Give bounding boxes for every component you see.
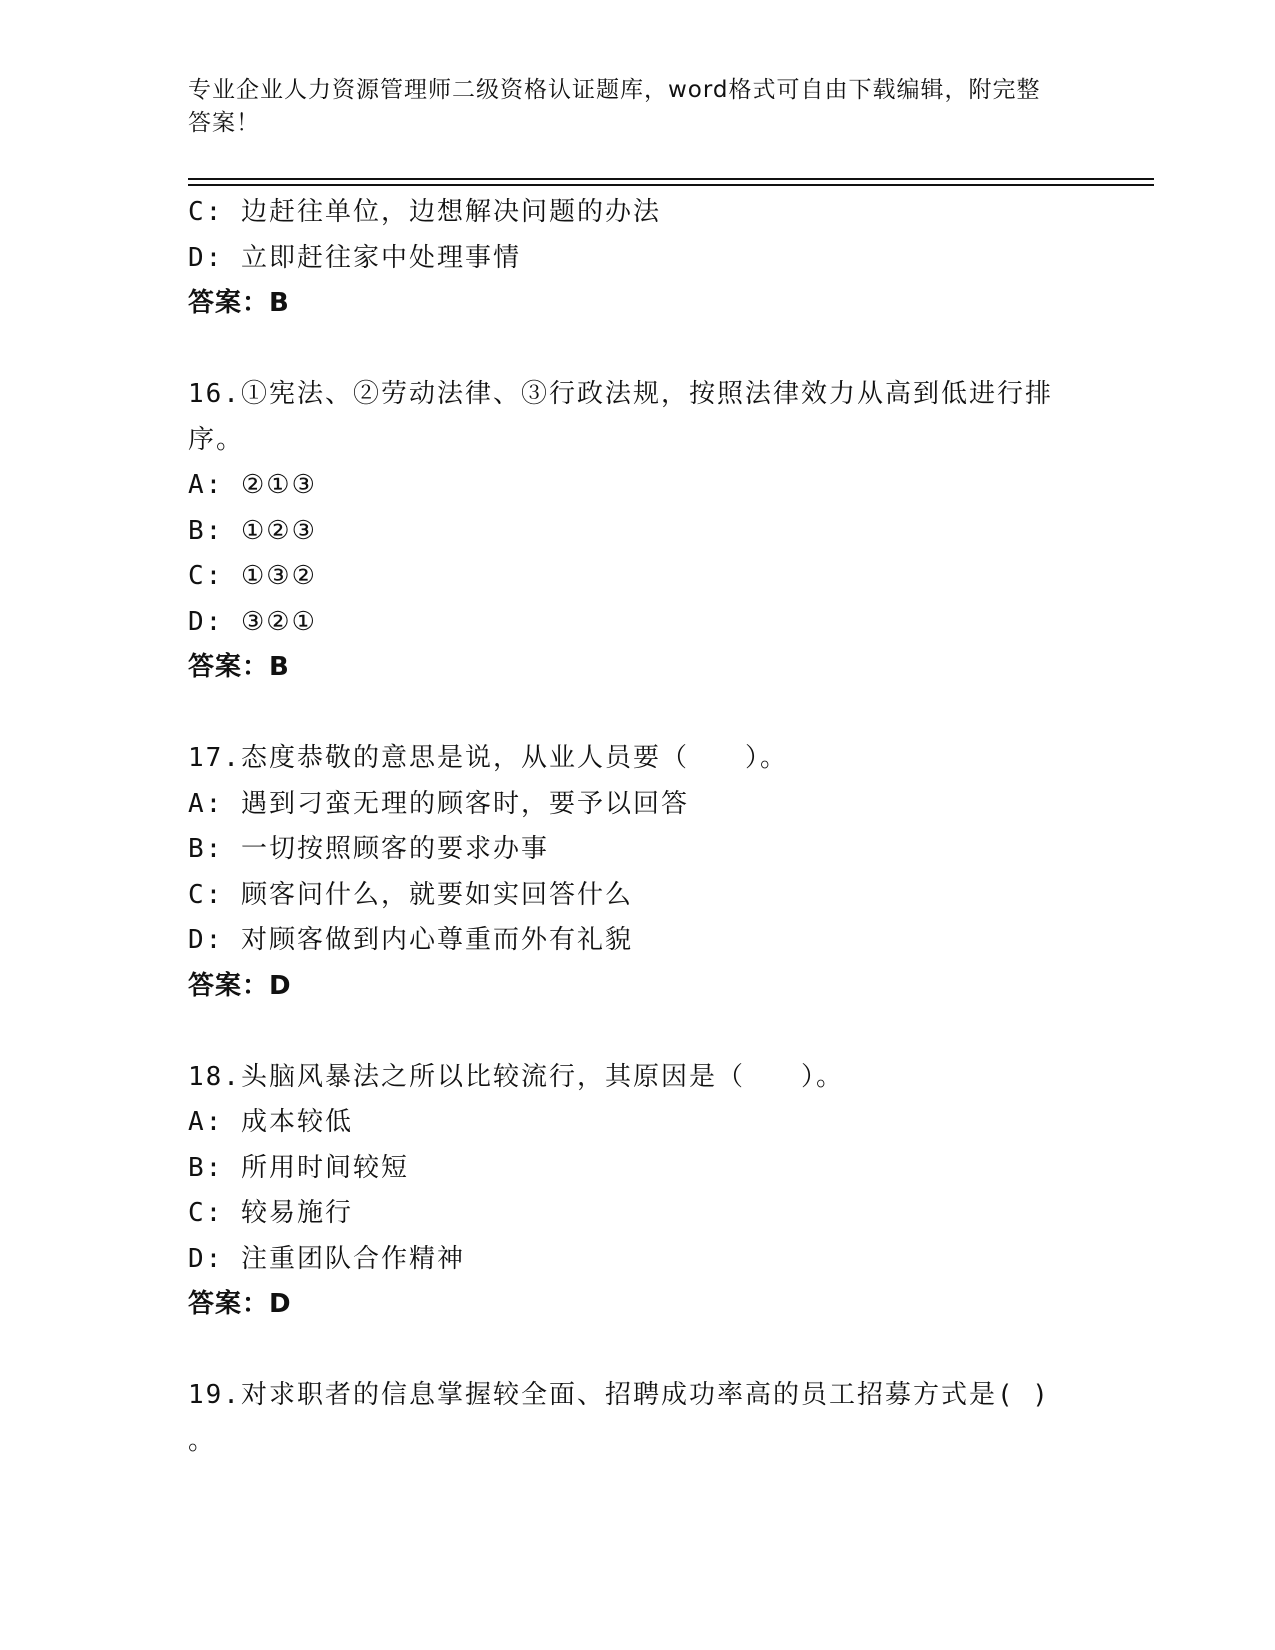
header-divider-bottom bbox=[188, 184, 1154, 186]
question-spacer bbox=[188, 691, 1088, 737]
answer-line: 答案：B bbox=[188, 288, 290, 318]
answer-line: 答案：B bbox=[188, 652, 290, 682]
option-b: B: 所用时间较短 bbox=[188, 1152, 409, 1183]
answer-line: 答案：D bbox=[188, 970, 292, 1001]
option-b: B: 一切按照顾客的要求办事 bbox=[188, 834, 549, 864]
question-16 bbox=[188, 372, 1088, 691]
question-18 bbox=[188, 1055, 1088, 1328]
option-d: D: 立即赶往家中处理事情 bbox=[188, 242, 521, 273]
question-stem: 16.①宪法、②劳动法律、③行政法规，按照法律效力从高到低进行排 bbox=[188, 379, 1053, 409]
option-d: D: 注重团队合作精神 bbox=[188, 1243, 465, 1274]
question-spacer bbox=[188, 1009, 1088, 1055]
header-line-1: 专业企业人力资源管理师二级资格认证题库，word格式可自由下载编辑，附完整 bbox=[188, 77, 1041, 103]
option-d: D: 对顾客做到内心尊重而外有礼貌 bbox=[188, 925, 633, 955]
question-spacer bbox=[188, 327, 1088, 373]
page-header bbox=[188, 74, 1088, 140]
previous-question-tail bbox=[188, 190, 1088, 327]
answer-line: 答案：D bbox=[188, 1289, 292, 1319]
option-c: C: 较易施行 bbox=[188, 1198, 353, 1228]
question-17 bbox=[188, 736, 1088, 1009]
option-a: A: 遇到刁蛮无理的顾客时，要予以回答 bbox=[188, 788, 689, 819]
question-stem-continued: 序。 bbox=[188, 424, 245, 455]
option-a: A: 成本较低 bbox=[188, 1107, 353, 1137]
question-content bbox=[188, 190, 1088, 1464]
option-b: B: ①②③ bbox=[188, 515, 317, 546]
question-stem: 18.头脑风暴法之所以比较流行，其原因是（ ）。 bbox=[188, 1061, 844, 1092]
option-a: A: ②①③ bbox=[188, 470, 317, 500]
option-c: C: 边赶往单位，边想解决问题的办法 bbox=[188, 197, 661, 227]
question-spacer bbox=[188, 1328, 1088, 1374]
question-stem-continued: 。 bbox=[188, 1425, 217, 1456]
option-c: C: 顾客问什么，就要如实回答什么 bbox=[188, 879, 633, 910]
option-d: D: ③②① bbox=[188, 606, 317, 637]
question-stem: 17.态度恭敬的意思是说，从业人员要（ ）。 bbox=[188, 743, 788, 773]
header-line-2: 答案！ bbox=[188, 110, 260, 136]
question-stem: 19.对求职者的信息掌握较全面、招聘成功率高的员工招募方式是( ) bbox=[188, 1380, 1050, 1410]
option-c: C: ①③② bbox=[188, 561, 317, 591]
question-19 bbox=[188, 1373, 1088, 1464]
header-divider-top bbox=[188, 178, 1154, 180]
